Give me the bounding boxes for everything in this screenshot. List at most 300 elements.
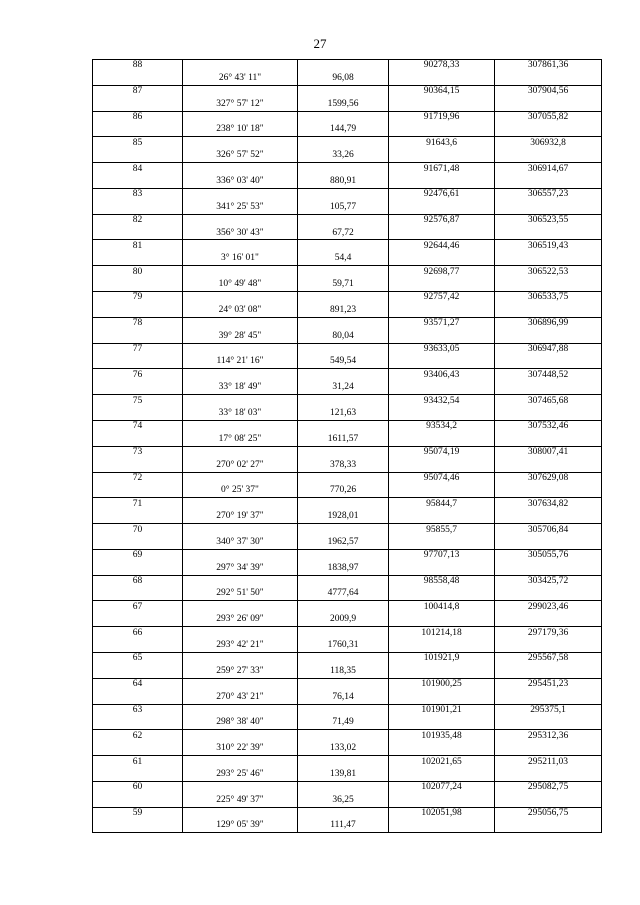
empty-point-cell: [93, 72, 183, 85]
empty-distance-cell: [298, 678, 389, 691]
empty-y-cell: [495, 330, 602, 343]
segment-length: 891,23: [298, 304, 389, 317]
coord-x: 100414,8: [389, 601, 495, 614]
point-number: 71: [93, 498, 183, 511]
segment-length: 105,77: [298, 201, 389, 214]
point-number: 67: [93, 601, 183, 614]
segment-length: 139,81: [298, 768, 389, 781]
empty-point-cell: [93, 485, 183, 498]
empty-x-cell: [389, 459, 495, 472]
point-number: 73: [93, 446, 183, 459]
empty-y-cell: [495, 304, 602, 317]
empty-angle-cell: [183, 678, 298, 691]
coord-y: 306533,75: [495, 292, 602, 305]
empty-point-cell: [93, 124, 183, 137]
empty-x-cell: [389, 614, 495, 627]
segment-row: [93, 820, 602, 833]
empty-point-cell: [93, 227, 183, 240]
direction-angle: 293° 25' 46": [183, 768, 298, 781]
coord-y: 295082,75: [495, 781, 602, 794]
coord-x: 93571,27: [389, 317, 495, 330]
empty-x-cell: [389, 382, 495, 395]
direction-angle: 10° 49' 48": [183, 279, 298, 292]
segment-length: 118,35: [298, 665, 389, 678]
empty-y-cell: [495, 176, 602, 189]
direction-angle: 297° 34' 39": [183, 562, 298, 575]
segment-row: [93, 124, 602, 137]
empty-distance-cell: [298, 85, 389, 98]
direction-angle: 293° 42' 21": [183, 640, 298, 653]
empty-angle-cell: [183, 781, 298, 794]
coord-x: 92476,61: [389, 188, 495, 201]
coord-y: 295312,36: [495, 730, 602, 743]
segment-row: [93, 485, 602, 498]
point-number: 75: [93, 395, 183, 408]
empty-distance-cell: [298, 549, 389, 562]
empty-x-cell: [389, 511, 495, 524]
coord-x: 90364,15: [389, 85, 495, 98]
empty-distance-cell: [298, 498, 389, 511]
point-row: [93, 85, 602, 98]
empty-distance-cell: [298, 420, 389, 433]
empty-x-cell: [389, 588, 495, 601]
point-row: [93, 781, 602, 794]
coord-x: 95074,46: [389, 472, 495, 485]
point-row: [93, 188, 602, 201]
empty-x-cell: [389, 485, 495, 498]
empty-angle-cell: [183, 498, 298, 511]
empty-x-cell: [389, 227, 495, 240]
empty-x-cell: [389, 176, 495, 189]
point-number: 80: [93, 266, 183, 279]
segment-length: 1760,31: [298, 640, 389, 653]
empty-y-cell: [495, 691, 602, 704]
empty-angle-cell: [183, 652, 298, 665]
point-row: [93, 652, 602, 665]
coord-y: 305055,76: [495, 549, 602, 562]
direction-angle: 0° 25' 37": [183, 485, 298, 498]
coordinates-table-body: [93, 60, 602, 833]
segment-length: 96,08: [298, 72, 389, 85]
empty-y-cell: [495, 253, 602, 266]
point-row: [93, 446, 602, 459]
empty-y-cell: [495, 150, 602, 163]
empty-angle-cell: [183, 807, 298, 820]
coord-x: 92698,77: [389, 266, 495, 279]
coord-y: 306914,67: [495, 163, 602, 176]
point-row: [93, 369, 602, 382]
empty-angle-cell: [183, 627, 298, 640]
point-number: 76: [93, 369, 183, 382]
segment-row: [93, 72, 602, 85]
empty-angle-cell: [183, 420, 298, 433]
coord-x: 102051,98: [389, 807, 495, 820]
point-number: 88: [93, 60, 183, 73]
empty-angle-cell: [183, 395, 298, 408]
empty-angle-cell: [183, 188, 298, 201]
empty-y-cell: [495, 124, 602, 137]
direction-angle: 270° 43' 21": [183, 691, 298, 704]
empty-x-cell: [389, 665, 495, 678]
empty-angle-cell: [183, 704, 298, 717]
point-number: 59: [93, 807, 183, 820]
coord-x: 91719,96: [389, 111, 495, 124]
point-number: 74: [93, 420, 183, 433]
coord-x: 92576,87: [389, 214, 495, 227]
coord-y: 295451,23: [495, 678, 602, 691]
coord-y: 303425,72: [495, 575, 602, 588]
coord-y: 305706,84: [495, 524, 602, 537]
empty-point-cell: [93, 743, 183, 756]
page-number: 27: [313, 36, 327, 51]
empty-angle-cell: [183, 575, 298, 588]
empty-point-cell: [93, 717, 183, 730]
direction-angle: 129° 05' 39": [183, 820, 298, 833]
direction-angle: 293° 26' 09": [183, 614, 298, 627]
coord-y: 306896,99: [495, 317, 602, 330]
empty-x-cell: [389, 794, 495, 807]
empty-distance-cell: [298, 163, 389, 176]
point-row: [93, 627, 602, 640]
point-row: [93, 163, 602, 176]
segment-length: 80,04: [298, 330, 389, 343]
empty-y-cell: [495, 279, 602, 292]
empty-distance-cell: [298, 292, 389, 305]
point-row: [93, 524, 602, 537]
empty-point-cell: [93, 279, 183, 292]
point-row: [93, 807, 602, 820]
coord-x: 101214,18: [389, 627, 495, 640]
point-row: [93, 549, 602, 562]
empty-point-cell: [93, 150, 183, 163]
direction-angle: 340° 37' 30": [183, 536, 298, 549]
empty-x-cell: [389, 820, 495, 833]
segment-row: [93, 253, 602, 266]
coord-y: 307629,08: [495, 472, 602, 485]
empty-angle-cell: [183, 266, 298, 279]
empty-y-cell: [495, 665, 602, 678]
empty-angle-cell: [183, 446, 298, 459]
direction-angle: 298° 38' 40": [183, 717, 298, 730]
empty-y-cell: [495, 485, 602, 498]
direction-angle: 310° 22' 39": [183, 743, 298, 756]
coordinates-table: [92, 59, 602, 833]
point-number: 85: [93, 137, 183, 150]
segment-row: [93, 459, 602, 472]
empty-y-cell: [495, 768, 602, 781]
point-number: 69: [93, 549, 183, 562]
direction-angle: 270° 02' 27": [183, 459, 298, 472]
coord-y: 307634,82: [495, 498, 602, 511]
point-number: 84: [93, 163, 183, 176]
empty-point-cell: [93, 640, 183, 653]
segment-length: 111,47: [298, 820, 389, 833]
direction-angle: 39° 28' 45": [183, 330, 298, 343]
empty-y-cell: [495, 588, 602, 601]
empty-point-cell: [93, 562, 183, 575]
empty-angle-cell: [183, 369, 298, 382]
empty-distance-cell: [298, 266, 389, 279]
point-row: [93, 292, 602, 305]
empty-distance-cell: [298, 188, 389, 201]
segment-row: [93, 98, 602, 111]
segment-length: 36,25: [298, 794, 389, 807]
coord-y: 307904,56: [495, 85, 602, 98]
empty-x-cell: [389, 433, 495, 446]
coord-x: 93432,54: [389, 395, 495, 408]
point-number: 62: [93, 730, 183, 743]
direction-angle: 238° 10' 18": [183, 124, 298, 137]
empty-y-cell: [495, 356, 602, 369]
empty-point-cell: [93, 691, 183, 704]
point-row: [93, 498, 602, 511]
direction-angle: 33° 18' 03": [183, 408, 298, 421]
coord-x: 91671,48: [389, 163, 495, 176]
empty-angle-cell: [183, 601, 298, 614]
point-row: [93, 343, 602, 356]
segment-row: [93, 304, 602, 317]
segment-length: 54,4: [298, 253, 389, 266]
empty-distance-cell: [298, 704, 389, 717]
segment-row: [93, 768, 602, 781]
empty-point-cell: [93, 253, 183, 266]
empty-angle-cell: [183, 111, 298, 124]
empty-distance-cell: [298, 807, 389, 820]
empty-point-cell: [93, 459, 183, 472]
empty-y-cell: [495, 201, 602, 214]
point-row: [93, 395, 602, 408]
empty-distance-cell: [298, 524, 389, 537]
coord-y: 295375,1: [495, 704, 602, 717]
empty-point-cell: [93, 201, 183, 214]
direction-angle: 17° 08' 25": [183, 433, 298, 446]
direction-angle: 336° 03' 40": [183, 176, 298, 189]
empty-y-cell: [495, 794, 602, 807]
segment-length: 121,63: [298, 408, 389, 421]
empty-x-cell: [389, 356, 495, 369]
direction-angle: 26° 43' 11": [183, 72, 298, 85]
point-number: 87: [93, 85, 183, 98]
empty-distance-cell: [298, 317, 389, 330]
direction-angle: 114° 21' 16": [183, 356, 298, 369]
segment-row: [93, 562, 602, 575]
empty-angle-cell: [183, 60, 298, 73]
point-row: [93, 678, 602, 691]
empty-y-cell: [495, 433, 602, 446]
empty-y-cell: [495, 511, 602, 524]
empty-y-cell: [495, 382, 602, 395]
direction-angle: 356° 30' 43": [183, 227, 298, 240]
coord-x: 93633,05: [389, 343, 495, 356]
coord-x: 101921,9: [389, 652, 495, 665]
point-number: 64: [93, 678, 183, 691]
coord-x: 95855,7: [389, 524, 495, 537]
empty-y-cell: [495, 227, 602, 240]
empty-point-cell: [93, 768, 183, 781]
empty-x-cell: [389, 717, 495, 730]
coord-y: 306932,8: [495, 137, 602, 150]
empty-point-cell: [93, 511, 183, 524]
empty-x-cell: [389, 408, 495, 421]
point-row: [93, 704, 602, 717]
empty-y-cell: [495, 614, 602, 627]
empty-angle-cell: [183, 524, 298, 537]
empty-distance-cell: [298, 343, 389, 356]
empty-point-cell: [93, 98, 183, 111]
empty-x-cell: [389, 279, 495, 292]
coord-y: 307532,46: [495, 420, 602, 433]
empty-y-cell: [495, 536, 602, 549]
empty-x-cell: [389, 562, 495, 575]
coord-x: 102077,24: [389, 781, 495, 794]
coord-x: 90278,33: [389, 60, 495, 73]
direction-angle: 24° 03' 08": [183, 304, 298, 317]
segment-length: 71,49: [298, 717, 389, 730]
segment-row: [93, 279, 602, 292]
point-number: 79: [93, 292, 183, 305]
point-number: 78: [93, 317, 183, 330]
empty-y-cell: [495, 743, 602, 756]
segment-length: 1962,57: [298, 536, 389, 549]
segment-length: 770,26: [298, 485, 389, 498]
point-number: 65: [93, 652, 183, 665]
coord-y: 295211,03: [495, 756, 602, 769]
empty-point-cell: [93, 820, 183, 833]
coord-y: 295567,58: [495, 652, 602, 665]
empty-y-cell: [495, 459, 602, 472]
empty-point-cell: [93, 408, 183, 421]
empty-distance-cell: [298, 730, 389, 743]
empty-distance-cell: [298, 60, 389, 73]
segment-row: [93, 227, 602, 240]
direction-angle: 292° 51' 50": [183, 588, 298, 601]
point-row: [93, 137, 602, 150]
coord-x: 97707,13: [389, 549, 495, 562]
coordinates-table-wrapper: [92, 59, 601, 833]
segment-row: [93, 794, 602, 807]
coord-y: 306522,53: [495, 266, 602, 279]
empty-x-cell: [389, 691, 495, 704]
empty-angle-cell: [183, 163, 298, 176]
coord-x: 93534,2: [389, 420, 495, 433]
coord-y: 299023,46: [495, 601, 602, 614]
segment-length: 1928,01: [298, 511, 389, 524]
empty-distance-cell: [298, 395, 389, 408]
coord-x: 91643,6: [389, 137, 495, 150]
coord-y: 307861,36: [495, 60, 602, 73]
segment-row: [93, 176, 602, 189]
segment-length: 76,14: [298, 691, 389, 704]
segment-length: 549,54: [298, 356, 389, 369]
point-number: 72: [93, 472, 183, 485]
empty-point-cell: [93, 382, 183, 395]
empty-angle-cell: [183, 137, 298, 150]
point-number: 66: [93, 627, 183, 640]
segment-length: 67,72: [298, 227, 389, 240]
segment-row: [93, 743, 602, 756]
coord-y: 306947,88: [495, 343, 602, 356]
empty-angle-cell: [183, 756, 298, 769]
empty-x-cell: [389, 72, 495, 85]
empty-point-cell: [93, 588, 183, 601]
empty-x-cell: [389, 743, 495, 756]
point-row: [93, 111, 602, 124]
coord-y: 297179,36: [495, 627, 602, 640]
coord-x: 92644,46: [389, 240, 495, 253]
coord-y: 307448,52: [495, 369, 602, 382]
segment-length: 133,02: [298, 743, 389, 756]
empty-y-cell: [495, 562, 602, 575]
empty-angle-cell: [183, 472, 298, 485]
empty-x-cell: [389, 253, 495, 266]
segment-row: [93, 640, 602, 653]
empty-x-cell: [389, 150, 495, 163]
direction-angle: 225° 49' 37": [183, 794, 298, 807]
segment-row: [93, 408, 602, 421]
segment-length: 33,26: [298, 150, 389, 163]
empty-x-cell: [389, 536, 495, 549]
coord-y: 306519,43: [495, 240, 602, 253]
empty-distance-cell: [298, 240, 389, 253]
coord-y: 295056,75: [495, 807, 602, 820]
point-row: [93, 730, 602, 743]
point-row: [93, 756, 602, 769]
empty-distance-cell: [298, 627, 389, 640]
direction-angle: 270° 19' 37": [183, 511, 298, 524]
direction-angle: 33° 18' 49": [183, 382, 298, 395]
empty-distance-cell: [298, 369, 389, 382]
empty-point-cell: [93, 536, 183, 549]
segment-length: 1599,56: [298, 98, 389, 111]
point-number: 82: [93, 214, 183, 227]
empty-angle-cell: [183, 343, 298, 356]
empty-distance-cell: [298, 446, 389, 459]
direction-angle: 327° 57' 12": [183, 98, 298, 111]
segment-length: 378,33: [298, 459, 389, 472]
empty-angle-cell: [183, 549, 298, 562]
coord-x: 102021,65: [389, 756, 495, 769]
point-number: 77: [93, 343, 183, 356]
point-number: 70: [93, 524, 183, 537]
empty-point-cell: [93, 330, 183, 343]
empty-x-cell: [389, 330, 495, 343]
empty-distance-cell: [298, 601, 389, 614]
empty-y-cell: [495, 98, 602, 111]
segment-row: [93, 356, 602, 369]
empty-distance-cell: [298, 781, 389, 794]
coord-y: 307465,68: [495, 395, 602, 408]
empty-angle-cell: [183, 730, 298, 743]
empty-point-cell: [93, 304, 183, 317]
point-number: 63: [93, 704, 183, 717]
segment-length: 1611,57: [298, 433, 389, 446]
point-row: [93, 575, 602, 588]
point-row: [93, 420, 602, 433]
segment-length: 59,71: [298, 279, 389, 292]
empty-point-cell: [93, 614, 183, 627]
empty-x-cell: [389, 124, 495, 137]
empty-angle-cell: [183, 85, 298, 98]
point-row: [93, 317, 602, 330]
empty-y-cell: [495, 640, 602, 653]
empty-distance-cell: [298, 137, 389, 150]
segment-row: [93, 536, 602, 549]
point-number: 60: [93, 781, 183, 794]
empty-point-cell: [93, 176, 183, 189]
point-row: [93, 472, 602, 485]
empty-point-cell: [93, 665, 183, 678]
empty-x-cell: [389, 640, 495, 653]
